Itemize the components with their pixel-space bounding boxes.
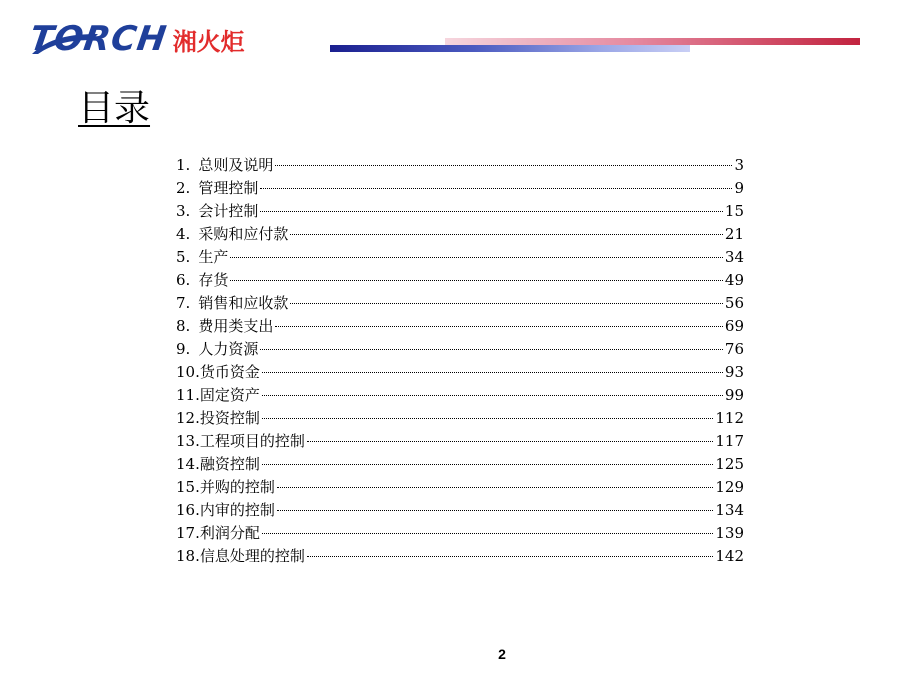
toc-entry-number: 1. <box>176 156 191 174</box>
table-of-contents <box>176 154 744 568</box>
toc-entry[interactable] <box>176 545 744 568</box>
toc-dot-leader <box>307 556 713 557</box>
toc-entry-label: 人力资源 <box>198 340 259 358</box>
toc-entry-number: 6. <box>176 271 191 289</box>
toc-entry-label: 利润分配 <box>199 524 260 542</box>
toc-entry-number: 10. <box>176 363 200 381</box>
toc-entry[interactable] <box>176 522 744 545</box>
header-bar-blue <box>330 45 690 52</box>
toc-dot-leader <box>275 326 723 327</box>
toc-entry-label: 内审的控制 <box>199 501 275 519</box>
toc-dot-leader <box>230 257 723 258</box>
toc-entry-page: 69 <box>724 317 744 335</box>
toc-entry-page: 112 <box>715 409 744 427</box>
toc-entry-page: 93 <box>724 363 744 381</box>
toc-entry[interactable] <box>176 361 744 384</box>
toc-entry-number: 14. <box>176 455 200 473</box>
toc-entry-label: 融资控制 <box>199 455 260 473</box>
toc-entry[interactable] <box>176 246 744 269</box>
page-title: 目录 <box>78 88 151 129</box>
toc-entry-label: 生产 <box>198 248 229 266</box>
toc-entry-page: 49 <box>724 271 744 289</box>
toc-dot-leader <box>260 349 723 350</box>
toc-entry-page: 76 <box>724 340 744 358</box>
toc-dot-leader <box>262 533 713 534</box>
toc-entry[interactable] <box>176 476 744 499</box>
toc-entry-number: 16. <box>176 501 200 519</box>
toc-entry-label: 总则及说明 <box>198 156 274 174</box>
toc-entry-label: 费用类支出 <box>198 317 274 335</box>
toc-entry-label: 并购的控制 <box>199 478 275 496</box>
toc-entry-page: 134 <box>715 501 744 519</box>
toc-entry-label: 会计控制 <box>198 202 259 220</box>
toc-dot-leader <box>290 303 723 304</box>
toc-entry-page: 56 <box>724 294 744 312</box>
toc-dot-leader <box>260 188 732 189</box>
toc-entry-page: 21 <box>724 225 744 243</box>
toc-entry-page: 9 <box>734 179 744 197</box>
toc-entry-number: 5. <box>176 248 191 266</box>
toc-entry-number: 17. <box>176 524 200 542</box>
toc-dot-leader <box>277 510 713 511</box>
toc-entry[interactable] <box>176 499 744 522</box>
header-bar-red <box>445 38 860 45</box>
toc-dot-leader <box>307 441 713 442</box>
toc-entry-label: 信息处理的控制 <box>199 547 305 565</box>
toc-entry-label: 采购和应付款 <box>198 225 289 243</box>
header-decorative-bar <box>330 38 860 52</box>
company-logo <box>27 19 330 59</box>
toc-dot-leader <box>230 280 723 281</box>
toc-entry[interactable] <box>176 154 744 177</box>
toc-entry-number: 8. <box>176 317 191 335</box>
toc-entry-number: 9. <box>176 340 191 358</box>
toc-entry-number: 18. <box>176 547 200 565</box>
toc-dot-leader <box>277 487 713 488</box>
toc-dot-leader <box>262 464 713 465</box>
toc-dot-leader <box>290 234 723 235</box>
toc-entry-label: 货币资金 <box>199 363 260 381</box>
toc-dot-leader <box>262 395 723 396</box>
toc-entry[interactable] <box>176 292 744 315</box>
toc-entry-number: 13. <box>176 432 200 450</box>
toc-entry-page: 117 <box>715 432 744 450</box>
toc-entry-page: 15 <box>724 202 744 220</box>
toc-entry-page: 125 <box>715 455 744 473</box>
toc-dot-leader <box>262 372 723 373</box>
toc-entry[interactable] <box>176 177 744 200</box>
toc-entry-page: 34 <box>724 248 744 266</box>
toc-entry[interactable] <box>176 453 744 476</box>
logo-chinese-name: 湘火炬 <box>172 27 245 56</box>
toc-entry[interactable] <box>176 430 744 453</box>
toc-entry[interactable] <box>176 200 744 223</box>
toc-entry-number: 15. <box>176 478 200 496</box>
toc-dot-leader <box>275 165 732 166</box>
toc-dot-leader <box>260 211 723 212</box>
toc-entry-number: 12. <box>176 409 200 427</box>
toc-dot-leader <box>262 418 713 419</box>
page-number: 2 <box>498 646 506 662</box>
toc-entry-page: 99 <box>724 386 744 404</box>
toc-entry-page: 3 <box>734 156 744 174</box>
toc-entry-number: 7. <box>176 294 191 312</box>
toc-entry-label: 投资控制 <box>199 409 260 427</box>
toc-entry-label: 销售和应收款 <box>198 294 289 312</box>
toc-entry-label: 存货 <box>198 271 229 289</box>
logo-wordmark: TORCH <box>27 19 170 59</box>
toc-entry[interactable] <box>176 338 744 361</box>
toc-entry[interactable] <box>176 407 744 430</box>
toc-entry-page: 139 <box>715 524 744 542</box>
toc-entry-number: 11. <box>176 386 200 404</box>
toc-entry[interactable] <box>176 315 744 338</box>
toc-entry-number: 2. <box>176 179 191 197</box>
toc-entry-page: 142 <box>715 547 744 565</box>
toc-entry[interactable] <box>176 384 744 407</box>
toc-entry-number: 3. <box>176 202 191 220</box>
toc-entry-page: 129 <box>715 478 744 496</box>
toc-entry-number: 4. <box>176 225 191 243</box>
toc-entry-label: 固定资产 <box>199 386 260 404</box>
toc-entry[interactable] <box>176 269 744 292</box>
toc-entry-label: 工程项目的控制 <box>199 432 305 450</box>
toc-entry[interactable] <box>176 223 744 246</box>
toc-entry-label: 管理控制 <box>198 179 259 197</box>
